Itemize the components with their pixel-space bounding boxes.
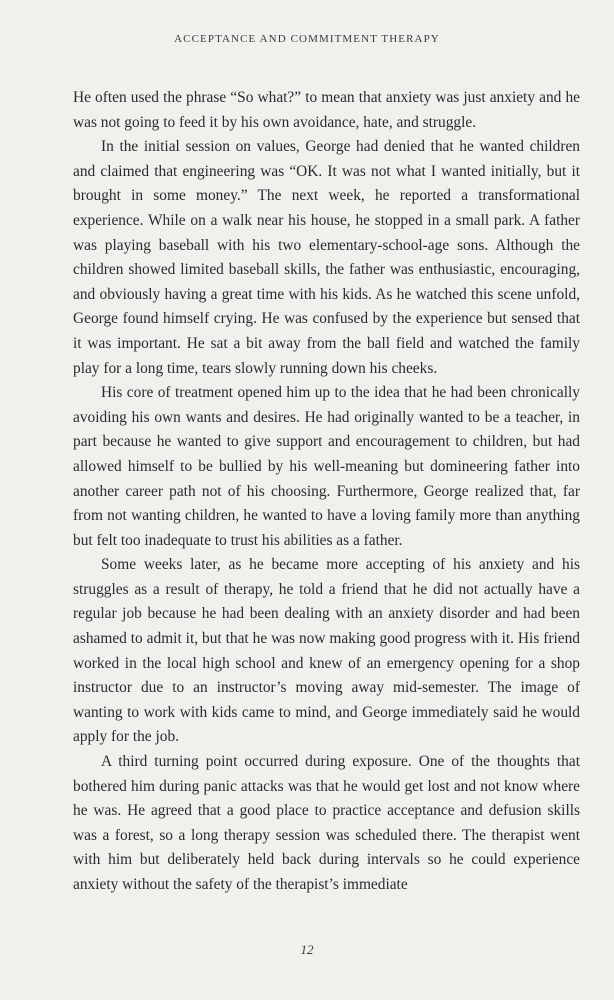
paragraph-continued: He often used the phrase “So what?” to mean that anxiety was just anxiety and he was not going to feed it by his own avoidance, hate, and struggle. xyxy=(73,89,580,131)
body-text xyxy=(73,86,580,898)
page-number: 12 xyxy=(300,942,314,957)
paragraph-exposure: A third turning point occurred during exposure. One of the thoughts that bothered him during panic attacks was that he would get lost and not know where he was. He agreed that a good place to practice acceptance and defusion skills was a forest, so a long therapy session was scheduled there. The therapist went with him but deliberately held back during intervals so he could experience anxiety without the safety of the therapist’s immediate xyxy=(73,753,580,893)
paragraph-values-session: In the initial session on values, George had denied that he wanted children and claimed that engineering was “OK. It was not what I wanted initially, but it brought in some money.” The next week, he reported a transformational experience. While on a walk near his house, he stopped in a small park. A father was playing baseball with his two elementary-school-age sons. Although the children showed limited baseball skills, the father was enthusiastic, encouraging, and obviously having a great time with his kids. As he watched this scene unfold, George found himself crying. He was confused by the experience but sensed that it was important. He sat a bit away from the ball field and watched the family play for a long time, tears slowly running down his cheeks. xyxy=(73,138,580,377)
running-head: ACCEPTANCE AND COMMITMENT THERAPY xyxy=(174,33,440,45)
paragraph-core-treatment: His core of treatment opened him up to the idea that he had been chronically avoiding his own wants and desires. He had originally wanted to be a teacher, in part because he wanted to give support and encouragement to children, but had allowed himself to be bullied by his well-meaning but domineering father into another career path not of his choosing. Furthermore, George realized that, far from not wanting children, he wanted to have a loving family more than anything but felt too inadequate to trust his abilities as a father. xyxy=(73,384,580,549)
paragraph-new-job: Some weeks later, as he became more accepting of his anxiety and his struggles as a result of therapy, he told a friend that he did not actually have a regular job because he had been dealing with an anxiety disorder and had been ashamed to admit it, but that he was now making good progress with it. His friend worked in the local high school and knew of an emergency opening for a shop instructor due to an instructor’s moving away mid-semester. The image of wanting to work with kids came to mind, and George immediately said he would apply for the job. xyxy=(73,556,580,746)
